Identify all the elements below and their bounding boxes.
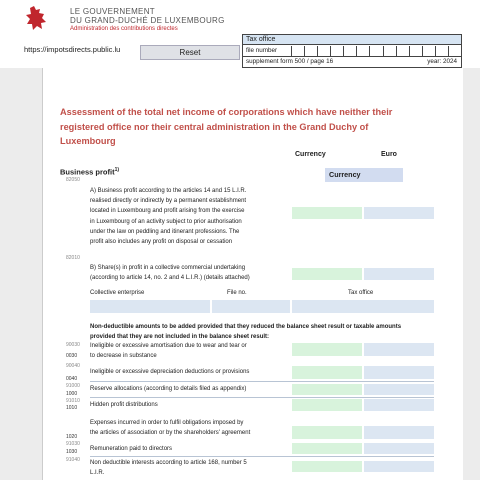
hidden-profit-currency-field[interactable] [292, 399, 362, 411]
section-b-euro-field[interactable] [364, 268, 434, 280]
line-number: 0030 [66, 353, 78, 359]
section-a-text: A) Business profit according to the articles 14 and 15 L.I.R. [90, 188, 247, 194]
divider [90, 456, 434, 457]
file-number-row [243, 46, 461, 57]
gov-line3: Administration des contributions directes [70, 26, 178, 32]
file-number-label: file number [246, 47, 278, 54]
interests-euro-field[interactable] [364, 461, 434, 472]
tax-office-box [242, 34, 462, 68]
row-text: Remuneration paid to directors [90, 446, 173, 452]
non-deductible-heading: provided that they are not included in the balance sheet result: [90, 334, 270, 340]
supplement-label: supplement form 500 / page 16 [246, 58, 334, 65]
directors-euro-field[interactable] [364, 443, 434, 454]
non-deductible-heading: Non-deductible amounts to be added provided that they reduced the balance sheet result or taxable amounts [90, 324, 402, 330]
section-a-text: realised directly or indirectly by a permanent establishment [90, 198, 247, 205]
section-a-text: profit also includes any profit on disposal or cessation [90, 239, 233, 246]
obligations-euro-field[interactable] [364, 426, 434, 439]
line-number: 0040 [66, 376, 78, 382]
file-no-field[interactable] [212, 300, 290, 313]
currency-select[interactable]: Currency [325, 168, 403, 182]
code-label: 82050 [66, 177, 80, 183]
form-title-line2: registered office nor their central administration in the Grand Duchy of [60, 122, 369, 132]
section-a-euro-field[interactable] [364, 207, 434, 219]
depreciation-euro-field[interactable] [364, 366, 434, 379]
site-url[interactable]: https://impotsdirects.public.lu [24, 45, 121, 54]
file-no-label: File no. [227, 290, 247, 296]
section-a-text: in Luxembourg of an activity subject to prior authorisation [90, 218, 242, 225]
row-text: to decrease in substance [90, 353, 157, 360]
code-label: 82010 [66, 255, 80, 261]
business-profit-note: 1) [114, 167, 120, 173]
gov-line2: DU GRAND-DUCHÉ DE LUXEMBOURG [70, 16, 225, 25]
collective-enterprise-label: Collective enterprise [90, 290, 145, 296]
amortisation-euro-field[interactable] [364, 343, 434, 356]
code-label: 90040 [66, 363, 80, 369]
code-label: 91030 [66, 441, 80, 447]
column-currency-header: Currency [295, 151, 326, 158]
reserve-euro-field[interactable] [364, 384, 434, 395]
code-label: 90030 [66, 342, 80, 348]
section-a-text: under the law on peddling and itinerant professions. The [90, 228, 240, 235]
section-b-currency-field[interactable] [292, 268, 362, 280]
form-title-line3: Luxembourg [60, 136, 116, 146]
tax-office-label: Tax office [348, 290, 374, 296]
line-number: 1010 [66, 405, 78, 411]
obligations-currency-field[interactable] [292, 426, 362, 439]
collective-enterprise-field[interactable] [90, 300, 210, 313]
luxembourg-lion-logo-icon [24, 4, 50, 32]
line-number: 1000 [66, 391, 78, 397]
line-number: 1030 [66, 449, 78, 455]
row-text: Reserve allocations (according to details filed as appendix) [90, 386, 247, 392]
row-text: Expenses incurred in order to fulfil obligations imposed by [90, 420, 244, 426]
tax-office-field-entry[interactable] [292, 300, 434, 313]
gov-line1: LE GOUVERNEMENT [70, 7, 155, 16]
year-label: year: 2024 [427, 58, 457, 65]
file-number-cells[interactable] [291, 46, 461, 56]
code-label: 91040 [66, 457, 80, 463]
hidden-profit-euro-field[interactable] [364, 399, 434, 411]
section-b-text: (according to article 14, no. 2 and 4 L.I.R.) (details attached) [90, 275, 250, 282]
form-title-line1: Assessment of the total net income of corporations which have neither their [60, 107, 393, 117]
tax-office-field[interactable]: Tax office [243, 35, 461, 45]
row-text: L.I.R. [90, 470, 105, 477]
section-a-currency-field[interactable] [292, 207, 362, 219]
section-b-text: B) Share(s) in profit in a collective commercial undertaking [90, 265, 246, 271]
directors-currency-field[interactable] [292, 443, 362, 454]
reserve-currency-field[interactable] [292, 384, 362, 395]
code-label: 91000 [66, 383, 80, 389]
row-text: Non deductible interests according to article 168, number 5 [90, 460, 247, 466]
interests-currency-field[interactable] [292, 461, 362, 472]
depreciation-currency-field[interactable] [292, 366, 362, 379]
row-text: the articles of association or by the shareholders' agreement [90, 430, 251, 437]
section-a-text: located in Luxembourg and profit arising from the exercise [90, 208, 245, 215]
amortisation-currency-field[interactable] [292, 343, 362, 356]
code-label: 91010 [66, 398, 80, 404]
line-number: 1020 [66, 434, 78, 440]
business-profit-label: Business profit [60, 167, 115, 177]
divider [90, 397, 434, 398]
row-text: Hidden profit distributions [90, 402, 158, 408]
divider [90, 381, 434, 382]
business-profit-heading [60, 167, 119, 177]
column-euro-header: Euro [381, 151, 397, 158]
row-text: Ineligible or excessive depreciation deductions or provisions [90, 369, 250, 375]
row-text: Ineligible or excessive amortisation due to wear and tear or [90, 343, 247, 349]
reset-button[interactable]: Reset [140, 45, 240, 60]
supplement-row [243, 57, 461, 67]
